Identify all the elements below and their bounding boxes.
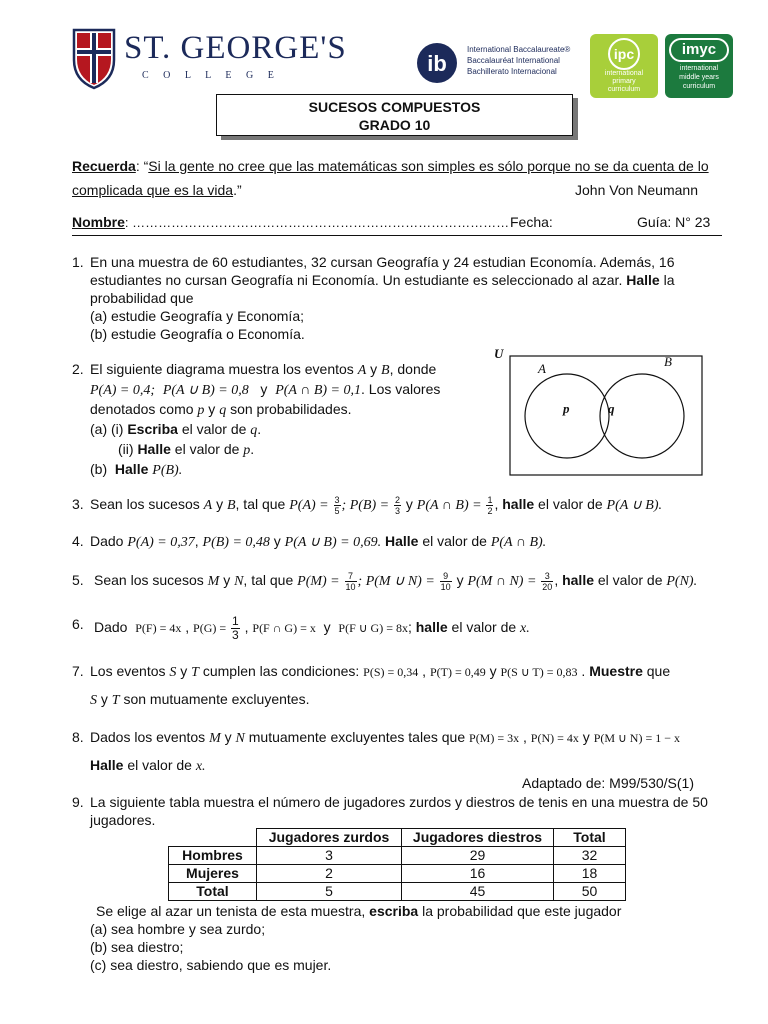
question-4: 4. Dado P(A) = 0,37, P(B) = 0,48 y P(A ∪ B) = 0,69. Halle el valor de P(A ∩ B). <box>72 533 547 550</box>
table-header-cell: Jugadores zurdos <box>257 829 402 847</box>
q2-text-2b: . Los valores <box>361 381 441 397</box>
q1-part-b: (b) estudie Geografía o Economía. <box>90 326 305 342</box>
question-7: 7. Los eventos S y T cumplen las condiciones: P(S) = 0,34 , P(T) = 0,49 y P(S ∪ T) = 0,83 . Muestre que S y T son mutuamente excluyentes. <box>72 658 722 714</box>
table-row <box>169 847 626 865</box>
name-row <box>72 214 722 236</box>
q8-number: 8. <box>72 729 84 745</box>
title-line-2: GRADO 10 <box>358 117 431 133</box>
q3-b: B <box>226 498 236 514</box>
q8-text-2: mutuamente excluyentes tales que <box>248 729 466 745</box>
q8-e1: P(M) = 3x <box>469 731 520 745</box>
q9-after-a: Se elige al azar un tenista de esta muestra, <box>96 903 366 919</box>
table-header-row <box>169 829 626 847</box>
q5-pm-num: 7 <box>345 571 357 582</box>
name-label: Nombre <box>72 214 125 230</box>
q2-b-halle: Halle <box>114 461 149 477</box>
q9-number: 9. <box>72 794 84 810</box>
q4-e2: P(B) = 0,48 <box>202 535 270 550</box>
table-cell: 3 <box>257 847 402 865</box>
q4-text-1: Dado <box>90 533 124 549</box>
question-2: 2. El siguiente diagrama muestra los eventos A y B, donde P(A) = 0,4; P(A ∪ B) = 0,8 y P(A ∩ B) = 0,1. Los valores denotados como p y q son probabilidades. (a) (i) Escriba el valor de q. (ii) Halle el valor de p. (b) Halle P(B). <box>72 361 441 478</box>
q3-target: P(A ∪ B). <box>606 498 663 514</box>
table-cell: Mujeres <box>169 865 257 883</box>
q2-aii-text: el valor de <box>174 441 240 457</box>
q2-number: 2. <box>72 361 84 377</box>
q3-pa-den: 5 <box>334 506 340 516</box>
q5-number: 5. <box>72 572 84 588</box>
q8-e3: P(M ∪ N) = 1 − x <box>593 731 681 745</box>
quote-label: Recuerda <box>72 158 136 174</box>
q5-pmn-union-num: 9 <box>440 571 452 582</box>
q5-pmn-inter-den: 20 <box>542 582 553 592</box>
q3-text-1: Sean los sucesos <box>90 496 200 513</box>
q9-text-2: jugadores. <box>90 812 156 828</box>
question-8: 8. Dados los eventos M y N mutuamente excluyentes tales que P(M) = 3x , P(N) = 4x y P(M ∪ N) = 1 − x Halle el valor de x. <box>72 724 722 780</box>
venn-p-label: p <box>563 401 570 416</box>
q7-e3: P(S ∪ T) = 0,83 <box>500 665 578 679</box>
question-9 <box>72 793 722 829</box>
ib-line-3: Bachillerato Internacional <box>467 67 557 76</box>
question-6: 6. Dado P(F) = 4x , P(G) = $\frac{1}{3}$ , P(F ∩ G) = x y P(F ∪ G) = 8x; halle el valor de x. <box>72 614 530 642</box>
q3-text-2: , tal que <box>235 496 286 513</box>
table-cell: 29 <box>402 847 554 865</box>
q4-e1: P(A) = 0,37 <box>127 535 195 550</box>
q1-text-3: probabilidad que <box>90 290 194 306</box>
question-1 <box>72 253 722 343</box>
q6-text-2: el valor de <box>451 619 517 636</box>
q5-text-3: el valor de <box>597 572 663 589</box>
venn-circle-b <box>600 374 684 458</box>
q2-pab-union: P(A ∪ B) = 0,8 <box>162 383 249 398</box>
q5-target: P(N). <box>666 574 698 590</box>
q8-text-1: Dados los eventos <box>90 729 206 745</box>
q4-number: 4. <box>72 533 84 549</box>
q5-pmn-inter-num: 3 <box>541 571 553 582</box>
q3-pa-num: 3 <box>334 495 340 505</box>
ipc-line-1: international <box>604 70 644 77</box>
q5-pm-den: 10 <box>345 582 356 592</box>
q7-s-2: S <box>90 693 97 708</box>
q6-e3: P(F ∩ G) = x <box>252 621 316 636</box>
q8-y2: y <box>582 729 590 745</box>
q6-e2-num: 1 <box>232 614 239 628</box>
ipc-line-3: curriculum <box>607 86 641 93</box>
q5-pmn-union: ; P(M ∪ N) = <box>357 574 435 590</box>
q8-m: M <box>209 731 221 746</box>
table-cell: 2 <box>257 865 402 883</box>
question-5: 5. Sean los sucesos M y N, tal que P(M) = $\frac{7}{10}$ ; P(M ∪ N) = $\frac{9}{10}$ y P(M ∩ N) = $\frac{3}{20}$ , halle el valor de P(N). <box>72 571 698 592</box>
q2-event-b: B <box>381 363 390 378</box>
q9-escriba: escriba <box>369 903 419 919</box>
q6-halle: halle <box>415 619 448 636</box>
q6-e2-den: 3 <box>232 628 239 642</box>
school-subtitle: C O L L E G E <box>142 70 280 81</box>
q4-target: P(A ∩ B). <box>490 535 547 550</box>
q2-ai-lead: (a) (i) <box>90 421 124 437</box>
q3-number: 3. <box>72 496 84 512</box>
q8-y: y <box>224 729 232 745</box>
ib-line-2: Baccalauréat International <box>467 56 560 65</box>
date-label: Fecha: <box>510 214 553 230</box>
svg-text:ib: ib <box>427 51 447 76</box>
q7-number: 7. <box>72 663 84 679</box>
q7-e1: P(S) = 0,34 <box>363 665 419 679</box>
q2-escriba: Escriba <box>127 421 178 437</box>
q2-p: p <box>197 403 205 418</box>
venn-b-label: B <box>664 354 672 369</box>
venn-circle-a <box>525 374 609 458</box>
q5-y2: y <box>456 572 464 589</box>
imyc-line-3: curriculum <box>682 83 716 90</box>
q6-e4: P(F ∪ G) = 8x <box>338 621 408 636</box>
quote-author: John Von Neumann <box>575 182 698 198</box>
table-row <box>169 883 626 901</box>
q1-text-2a: estudiantes no cursan Geografía ni Economía. Un estudiante es seleccionado al azar. <box>90 272 623 288</box>
q5-text-2: , tal que <box>243 572 294 589</box>
q3-pb: ; P(B) = <box>341 498 390 514</box>
q6-text-1: Dado <box>94 619 128 636</box>
q5-y: y <box>223 572 231 589</box>
venn-diagram <box>488 344 706 478</box>
q9-text-1: La siguiente tabla muestra el número de jugadores zurdos y diestros de tenis en una muestra de 50 <box>90 794 708 810</box>
q2-b-expr: P(B). <box>152 463 183 478</box>
q6-number: 6. <box>72 616 84 632</box>
imyc-logo <box>665 34 733 98</box>
ib-line-1: International Baccalaureate® <box>467 45 571 54</box>
table-cell: 16 <box>402 865 554 883</box>
q2-halle: Halle <box>137 441 171 457</box>
table-cell: Hombres <box>169 847 257 865</box>
table-header-cell: Total <box>554 829 626 847</box>
q2-text-3b: son probabilidades. <box>230 401 352 417</box>
q3-pb-den: 3 <box>394 506 400 516</box>
q5-halle: halle <box>562 572 594 589</box>
q9-part-c: (c) sea diestro, sabiendo que es mujer. <box>90 957 332 973</box>
q4-y: y <box>273 533 281 549</box>
ipc-line-2: primary <box>612 78 636 85</box>
ipc-label: ipc <box>608 38 640 70</box>
q1-part-a: (a) estudie Geografía y Economía; <box>90 308 304 324</box>
q3-y2: y <box>405 496 413 513</box>
q2-b-lead: (b) <box>90 461 108 477</box>
q2-ai-text: el valor de <box>181 421 247 437</box>
quote: Recuerda: “Si la gente no cree que las matemáticas son simples es sólo porque no se da cuenta de lo complicada que es la vida.” John Von Neumann <box>72 154 722 202</box>
players-table <box>168 828 626 901</box>
q9-part-b: (b) sea diestro; <box>90 939 184 955</box>
quote-text-1: Si la gente no cree que las matemáticas son simples es sólo porque no se da cuenta de lo <box>148 158 709 174</box>
table-header-cell <box>169 829 257 847</box>
q3-pab-den: 2 <box>487 506 493 516</box>
ib-logo <box>415 42 585 84</box>
q9-after-b: la probabilidad que este jugador <box>422 903 622 919</box>
imyc-line-2: middle years <box>679 74 719 81</box>
q9-part-a: (a) sea hombre y sea zurdo; <box>90 921 266 937</box>
school-logo <box>72 28 347 90</box>
q1-halle: Halle <box>626 272 660 288</box>
q3-text-3: el valor de <box>538 496 603 513</box>
guide-label: Guía: N° 23 <box>637 214 711 230</box>
q7-y: y <box>180 663 188 679</box>
venn-a-label: A <box>538 361 546 376</box>
q3-halle: halle <box>502 496 535 513</box>
q7-y2: y <box>489 663 497 679</box>
q8-text-3: el valor de <box>127 757 192 773</box>
venn-u-label: U <box>494 346 504 361</box>
q2-pa: P(A) = 0,4; <box>90 383 156 398</box>
q3-pab-num: 1 <box>487 495 493 505</box>
q1-text-1: En una muestra de 60 estudiantes, 32 cursan Geografía y 24 estudian Economía. Además, 16 <box>90 254 675 270</box>
venn-q-label: q <box>608 401 615 416</box>
table-header-cell: Jugadores diestros <box>402 829 554 847</box>
table-cell: 45 <box>402 883 554 901</box>
q2-event-a: A <box>357 363 367 378</box>
title-line-1: SUCESOS COMPUESTOS <box>308 99 481 115</box>
question-3: 3. Sean los sucesos A y B, tal que P(A) = $\frac{3}{5}$ ; P(B) = $\frac{2}{3}$ y P(A ∩ B) = $\frac{1}{2}$ , halle el valor de P(A ∪ B). <box>72 495 663 516</box>
ipc-logo <box>590 34 658 98</box>
q3-pab: P(A ∩ B) = <box>416 498 482 514</box>
q7-text-3: que <box>646 663 671 679</box>
q8-target: x. <box>195 759 206 774</box>
school-name: ST. GEORGE'S <box>124 30 347 66</box>
q1-text-2b: la <box>663 272 675 288</box>
q9-source: Adaptado de: M99/530/S(1) <box>522 775 695 791</box>
q5-pmn-union-den: 10 <box>440 582 451 592</box>
q5-pmn-inter: P(M ∩ N) = <box>467 574 537 590</box>
q8-e2: P(N) = 4x <box>530 731 579 745</box>
q7-text-2: cumplen las condiciones: <box>202 663 360 679</box>
q7-text-1: Los eventos <box>90 663 166 679</box>
q8-halle: Halle <box>90 757 124 773</box>
table-cell: 32 <box>554 847 626 865</box>
q6-e2: P(G) = <box>193 621 227 636</box>
q2-aii-lead: (ii) <box>118 441 134 457</box>
q4-text-2: el valor de <box>422 533 487 549</box>
q3-a: A <box>203 498 213 514</box>
q6-e1: P(F) = 4x <box>135 621 182 636</box>
title-box <box>216 94 573 136</box>
imyc-label: imyc <box>669 38 729 62</box>
q8-n: N <box>235 731 245 746</box>
q2-q: q <box>219 403 227 418</box>
q5-pm: P(M) = <box>297 574 340 590</box>
imyc-line-1: international <box>679 65 719 72</box>
table-row <box>169 865 626 883</box>
table-cell: Total <box>169 883 257 901</box>
q2-text-3a: denotados como <box>90 401 194 417</box>
q5-text-1: Sean los sucesos <box>94 572 204 589</box>
table-cell: 50 <box>554 883 626 901</box>
table-cell: 18 <box>554 865 626 883</box>
q2-ai-q: q <box>250 423 258 438</box>
q1-number: 1. <box>72 254 84 270</box>
q7-e2: P(T) = 0,49 <box>429 665 486 679</box>
q2-text-1a: El siguiente diagrama muestra los eventos <box>90 361 354 377</box>
q7-t: T <box>191 665 199 680</box>
q9-after <box>90 902 730 974</box>
q3-pa: P(A) = <box>289 498 329 514</box>
ib-icon <box>415 42 459 84</box>
quote-text-2: complicada que es la vida <box>72 182 234 198</box>
q6-target: x. <box>520 621 530 637</box>
table-cell: 5 <box>257 883 402 901</box>
q2-pab-inter: P(A ∩ B) = 0,1 <box>275 383 361 398</box>
q5-m: M <box>207 574 220 590</box>
q4-halle: Halle <box>384 533 419 549</box>
q7-muestre: Muestre <box>589 663 643 679</box>
q7-text-4: son mutuamente excluyentes. <box>123 691 310 707</box>
q4-e3: P(A ∪ B) = 0,69. <box>284 535 382 550</box>
q2-aii-p: p <box>243 443 251 458</box>
name-dots: : …………………………………………………………………………… <box>124 215 510 230</box>
q2-y: y <box>370 361 378 377</box>
q2-text-1b: , donde <box>389 361 437 377</box>
q3-y: y <box>216 496 224 513</box>
q7-s: S <box>169 665 177 680</box>
q7-t-2: T <box>111 693 120 708</box>
q5-n: N <box>234 574 244 590</box>
crest-icon <box>72 28 116 90</box>
q6-y: y <box>323 619 331 636</box>
q3-pb-num: 2 <box>394 495 400 505</box>
